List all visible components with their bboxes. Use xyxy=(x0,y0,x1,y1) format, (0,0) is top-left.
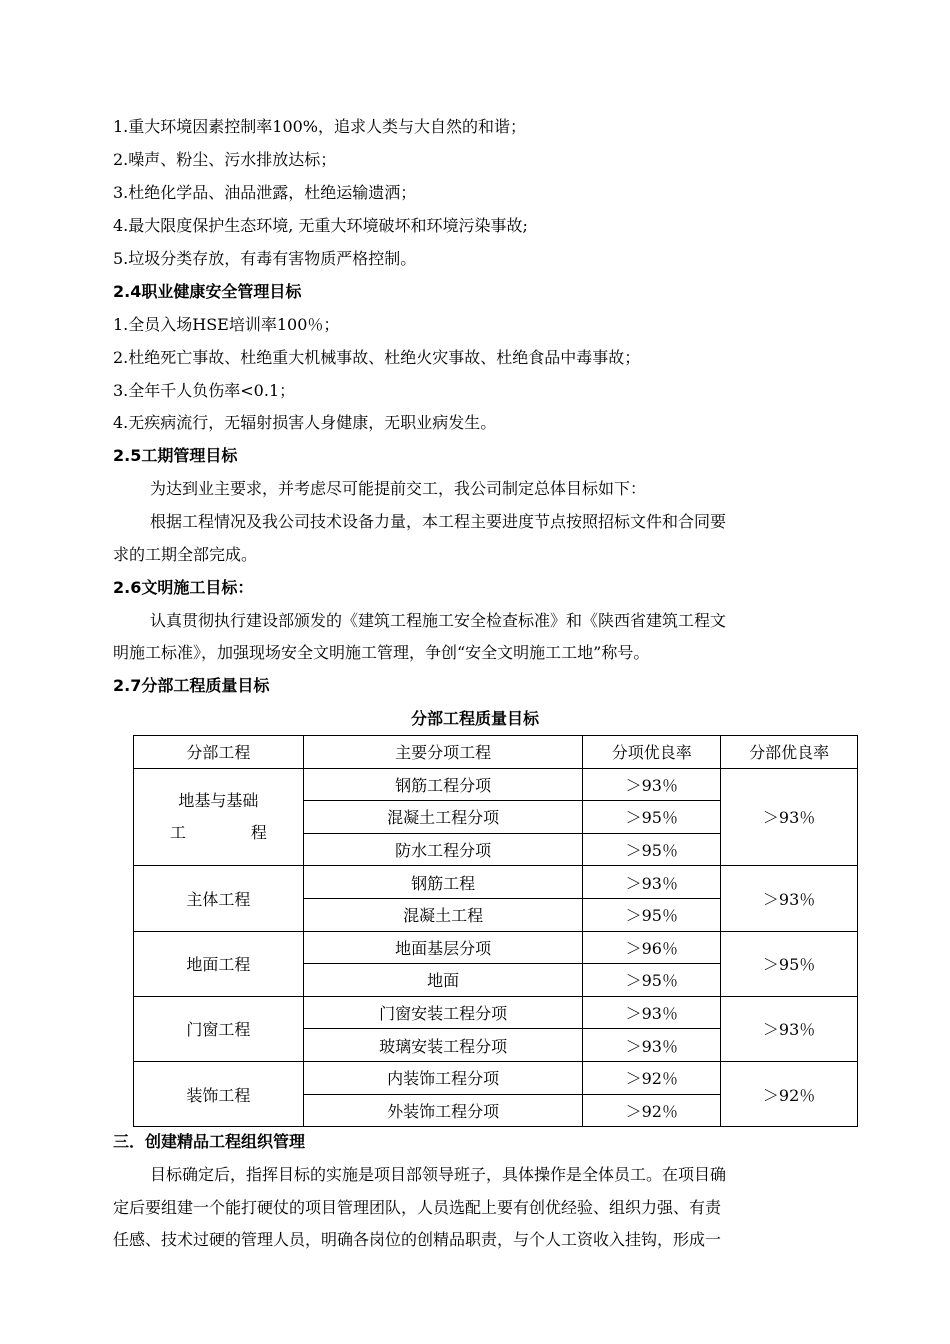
item-name: 地面基层分项 xyxy=(303,931,583,964)
item-rate: ＞96％ xyxy=(583,931,721,964)
env-goal-4: 4.最大限度保护生态环境, 无重大环境破坏和环境污染事故; xyxy=(113,216,528,235)
section-2-5-heading: 2.5工期管理目标 xyxy=(113,446,238,465)
table-row xyxy=(134,996,858,1029)
division-name: 门窗工程 xyxy=(134,996,304,1061)
item-name: 外装饰工程分项 xyxy=(303,1094,583,1127)
item-name: 地面 xyxy=(303,964,583,997)
division-name: 地面工程 xyxy=(134,931,304,996)
quality-target-table xyxy=(133,735,858,1127)
item-name: 门窗安装工程分项 xyxy=(303,996,583,1029)
schedule-paragraph-1: 为达到业主要求，并考虑尽可能提前交工，我公司制定总体目标如下： xyxy=(150,479,647,498)
item-name: 钢筋工程 xyxy=(303,866,583,899)
item-rate: ＞93％ xyxy=(583,866,721,899)
division-name-foundation: 地基与基础 工 程 xyxy=(134,768,304,866)
header-division: 分部工程 xyxy=(134,736,304,769)
header-division-rate: 分部优良率 xyxy=(721,736,858,769)
item-rate: ＞93％ xyxy=(583,996,721,1029)
division-rate: ＞92％ xyxy=(721,1061,858,1126)
item-rate: ＞95％ xyxy=(583,964,721,997)
schedule-paragraph-2-line-1: 根据工程情况及我公司技术设备力量，本工程主要进度节点按照招标文件和合同要 xyxy=(150,512,727,531)
section-3-heading: 三．创建精品工程组织管理 xyxy=(113,1132,306,1151)
division-rate: ＞95％ xyxy=(721,931,858,996)
division-rate: ＞93％ xyxy=(721,996,858,1061)
section-2-7-heading: 2.7分部工程质量目标 xyxy=(113,676,270,695)
schedule-paragraph-2-line-2: 求的工期全部完成。 xyxy=(113,545,258,564)
org-paragraph-line-3: 任感、技术过硬的管理人员，明确各岗位的创精品职责，与个人工资收入挂钩，形成一 xyxy=(113,1230,722,1249)
table-row xyxy=(134,931,858,964)
env-goal-2: 2.噪声、粉尘、污水排放达标； xyxy=(113,150,337,169)
item-rate: ＞95％ xyxy=(583,898,721,931)
ohs-goal-2: 2.杜绝死亡事故、杜绝重大机械事故、杜绝火灾事故、杜绝食品中毒事故； xyxy=(113,348,641,367)
ohs-goal-4: 4.无疾病流行，无辐射损害人身健康，无职业病发生。 xyxy=(113,413,497,432)
section-2-6-heading: 2.6文明施工目标： xyxy=(113,578,254,597)
org-paragraph-line-2: 定后要组建一个能打硬仗的项目管理团队，人员选配上要有创优经验、组织力强、有责 xyxy=(113,1198,722,1217)
env-goal-1: 1.重大环境因素控制率100%，追求人类与大自然的和谐； xyxy=(113,117,527,136)
ohs-goal-3: 3.全年千人负伤率<0.1； xyxy=(113,381,296,400)
item-rate: ＞92％ xyxy=(583,1061,721,1094)
item-name: 防水工程分项 xyxy=(303,833,583,866)
env-goal-3: 3.杜绝化学品、油品泄露，杜绝运输遗洒； xyxy=(113,183,417,202)
item-rate: ＞92％ xyxy=(583,1094,721,1127)
item-name: 内装饰工程分项 xyxy=(303,1061,583,1094)
section-2-4-heading: 2.4职业健康安全管理目标 xyxy=(113,282,302,301)
item-rate: ＞93％ xyxy=(583,768,721,801)
org-paragraph-line-1: 目标确定后，指挥目标的实施是项目部领导班子，具体操作是全体员工。在项目确 xyxy=(150,1165,727,1184)
table-title: 分部工程质量目标 xyxy=(410,709,539,728)
header-main-items: 主要分项工程 xyxy=(303,736,583,769)
table-row xyxy=(134,1061,858,1094)
item-name: 混凝土工程 xyxy=(303,898,583,931)
division-rate: ＞93％ xyxy=(721,866,858,931)
table-row xyxy=(134,866,858,899)
ohs-goal-1: 1.全员入场HSE培训率100％； xyxy=(113,315,340,334)
item-name: 钢筋工程分项 xyxy=(303,768,583,801)
table-row xyxy=(134,768,858,801)
env-goal-5: 5.垃圾分类存放，有毒有害物质严格控制。 xyxy=(113,249,417,268)
item-name: 混凝土工程分项 xyxy=(303,801,583,834)
item-rate: ＞95％ xyxy=(583,833,721,866)
table-header-row xyxy=(134,736,858,769)
header-item-rate: 分项优良率 xyxy=(583,736,721,769)
civilized-paragraph-line-2: 明施工标准》，加强现场安全文明施工管理，争创“安全文明施工工地”称号。 xyxy=(113,643,650,662)
division-name: 装饰工程 xyxy=(134,1061,304,1126)
division-rate: ＞93％ xyxy=(721,768,858,866)
item-rate: ＞93％ xyxy=(583,1029,721,1062)
division-name: 主体工程 xyxy=(134,866,304,931)
item-rate: ＞95％ xyxy=(583,801,721,834)
item-name: 玻璃安装工程分项 xyxy=(303,1029,583,1062)
civilized-paragraph-line-1: 认真贯彻执行建设部颁发的《建筑工程施工安全检查标准》和《陕西省建筑工程文 xyxy=(150,611,727,630)
